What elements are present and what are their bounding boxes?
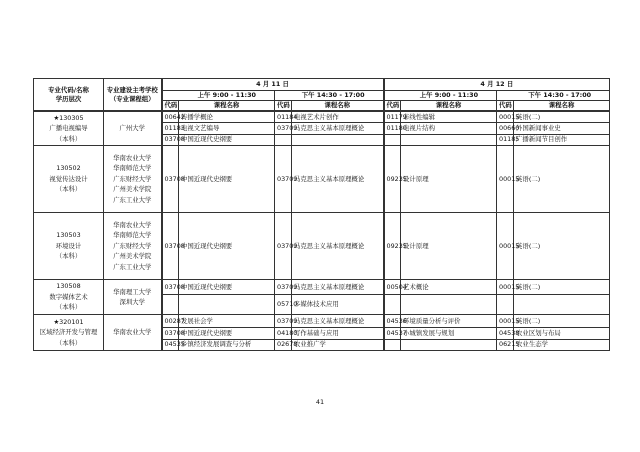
header-day2-date: 4 月 12 日	[384, 79, 610, 91]
school-name: 广东财经大学	[113, 241, 152, 250]
course-code: 01184	[275, 111, 292, 123]
course-name: 中国近现代史纲要	[179, 134, 275, 146]
exam-schedule-table	[33, 78, 610, 351]
major-line: （本科）	[55, 185, 82, 194]
course-name: 中国近现代史纲要	[179, 146, 275, 213]
course-code: 01185	[497, 134, 514, 146]
course-name	[401, 134, 497, 146]
course-name: 中国近现代史纲要	[179, 328, 275, 340]
course-code: 09235	[384, 146, 401, 213]
course-code: 00015	[497, 213, 514, 280]
course-code: 04535	[162, 339, 179, 351]
major-line: （本科）	[55, 303, 82, 312]
header-code: 代码	[162, 101, 179, 112]
header-course-name: 课程名称	[401, 101, 497, 112]
course-code: 01180	[384, 123, 401, 135]
school-cell	[104, 213, 162, 280]
course-name: 多媒体技术应用	[292, 295, 384, 315]
major-line: ★320101	[53, 317, 84, 326]
course-code: 00015	[497, 315, 514, 328]
table-row	[34, 213, 610, 280]
course-name: 英语(二)	[514, 111, 610, 123]
school-cell	[104, 111, 162, 146]
school-cell	[104, 315, 162, 351]
course-name: 电视艺术片创作	[292, 111, 384, 123]
header-school-line1: 专业建设主考学校	[106, 85, 158, 94]
course-code	[384, 339, 401, 351]
course-code: 03708	[162, 134, 179, 146]
header-day1-am: 上午 9:00 - 11:30	[162, 91, 275, 101]
course-code	[497, 295, 514, 315]
school-name: 深圳大学	[119, 298, 146, 306]
major-cell	[34, 146, 104, 213]
major-line: 130508	[56, 282, 81, 291]
header-day1-pm: 下午 14:30 - 17:00	[275, 91, 384, 101]
course-name: 电视文艺编导	[179, 123, 275, 135]
header-day2-pm: 下午 14:30 - 17:00	[497, 91, 610, 101]
header-major-line1: 专业代码/名称	[48, 85, 89, 94]
course-name: 外国新闻事业史	[514, 123, 610, 135]
course-code: 03708	[162, 328, 179, 340]
course-code: 04180	[275, 328, 292, 340]
school-name: 华南农业大学	[113, 328, 152, 337]
school-name: 华南农业大学	[113, 220, 152, 229]
table-row	[34, 146, 610, 213]
major-line: （本科）	[55, 134, 82, 143]
major-line: 130503	[56, 231, 81, 240]
school-name: 广州美术学院	[113, 252, 152, 261]
table-row	[34, 315, 610, 328]
course-name: 马克思主义基本原理概论	[292, 280, 384, 295]
course-name: 马克思主义基本原理概论	[292, 315, 384, 328]
course-name: 马克思主义基本原理概论	[292, 213, 384, 280]
school-cell	[104, 146, 162, 213]
course-name: 环境质量分析与评价	[401, 315, 497, 328]
header-day2-am: 上午 9:00 - 11:30	[384, 91, 497, 101]
school-name: 广东财经大学	[113, 174, 152, 183]
course-code: 04538	[497, 328, 514, 340]
major-line: （本科）	[55, 252, 82, 261]
school-cell	[104, 280, 162, 315]
major-cell	[34, 280, 104, 315]
course-code: 00015	[497, 146, 514, 213]
course-name: 英语(二)	[514, 146, 610, 213]
header-course-name: 课程名称	[292, 101, 384, 112]
course-name: 广播新闻节目创作	[514, 134, 610, 146]
major-line: 数字媒体艺术	[49, 292, 88, 301]
major-line: 广播电视编导	[49, 124, 88, 133]
course-code: 03709	[275, 280, 292, 295]
school-name: 广东工业大学	[113, 262, 152, 271]
course-code: 01183	[162, 123, 179, 135]
header-code: 代码	[497, 101, 514, 112]
header-school-line2: （专业课程组）	[109, 94, 155, 103]
course-code: 03708	[162, 213, 179, 280]
course-name: 发展社会学	[179, 315, 275, 328]
course-name: 农业推广学	[292, 339, 384, 351]
course-name: 电视片结构	[401, 123, 497, 135]
table-row	[34, 280, 610, 295]
school-name: 华南师范大学	[113, 231, 152, 240]
course-code	[384, 134, 401, 146]
major-cell	[34, 111, 104, 146]
course-name: 非线性编辑	[401, 111, 497, 123]
course-name: 小城镇发展与规划	[401, 328, 497, 340]
table-row	[34, 111, 610, 123]
course-code: 06215	[497, 339, 514, 351]
course-code: 00504	[384, 280, 401, 295]
school-name: 华南理工大学	[113, 287, 152, 296]
course-name: 乡镇经济发展调查与分析	[179, 339, 275, 351]
course-name: 中国近现代史纲要	[179, 280, 275, 295]
course-name: 写作基础与应用	[292, 328, 384, 340]
course-code	[384, 295, 401, 315]
course-name	[179, 295, 275, 315]
course-code: 04536	[384, 315, 401, 328]
course-name: 中国近现代史纲要	[179, 213, 275, 280]
course-code	[162, 295, 179, 315]
course-code: 09235	[384, 213, 401, 280]
header-course-name: 课程名称	[179, 101, 275, 112]
course-code: 00287	[162, 315, 179, 328]
major-line: 区域经济开发与管理	[39, 328, 98, 337]
course-name: 设计原理	[401, 213, 497, 280]
major-line: 环境设计	[55, 241, 82, 250]
header-course-name: 课程名称	[514, 101, 610, 112]
course-name: 英语(二)	[514, 315, 610, 328]
major-line: 130502	[56, 164, 81, 173]
header-major-line2: 学历层次	[55, 94, 82, 103]
course-name: 英语(二)	[514, 280, 610, 295]
schedule-body	[34, 111, 610, 351]
course-code: 00660	[497, 123, 514, 135]
course-code: 05710	[275, 295, 292, 315]
major-cell	[34, 315, 104, 351]
course-code: 01179	[384, 111, 401, 123]
school-name: 广州美术学院	[113, 185, 152, 194]
course-code: 00642	[162, 111, 179, 123]
school-name: 广州大学	[119, 124, 146, 133]
header-major	[34, 79, 104, 112]
school-name: 华南农业大学	[113, 153, 152, 162]
major-line: 视觉传达设计	[49, 174, 88, 183]
header-code: 代码	[275, 101, 292, 112]
course-code: 03709	[275, 123, 292, 135]
course-code: 03708	[162, 280, 179, 295]
course-name	[514, 295, 610, 315]
major-line: （本科）	[55, 338, 82, 347]
course-name: 英语(二)	[514, 213, 610, 280]
course-name: 艺术概论	[401, 280, 497, 295]
course-code: 02678	[275, 339, 292, 351]
course-code: 03709	[275, 213, 292, 280]
page-number: 41	[315, 398, 325, 406]
course-name	[401, 295, 497, 315]
course-name	[292, 134, 384, 146]
course-code: 00015	[497, 111, 514, 123]
course-code: 03709	[275, 146, 292, 213]
major-cell	[34, 213, 104, 280]
header-code: 代码	[384, 101, 401, 112]
course-name: 农业区划与布局	[514, 328, 610, 340]
course-code: 03709	[275, 315, 292, 328]
major-line: ★130305	[53, 113, 84, 122]
course-name: 农业生态学	[514, 339, 610, 351]
school-name: 华南师范大学	[113, 164, 152, 173]
course-code: 00015	[497, 280, 514, 295]
course-code: 04537	[384, 328, 401, 340]
header-day1-date: 4 月 11 日	[162, 79, 384, 91]
course-code: 03708	[162, 146, 179, 213]
course-name: 马克思主义基本原理概论	[292, 146, 384, 213]
course-name	[401, 339, 497, 351]
school-name: 广东工业大学	[113, 195, 152, 204]
course-code	[275, 134, 292, 146]
course-name: 传播学概论	[179, 111, 275, 123]
course-name: 马克思主义基本原理概论	[292, 123, 384, 135]
header-school	[104, 79, 162, 112]
course-name: 设计原理	[401, 146, 497, 213]
